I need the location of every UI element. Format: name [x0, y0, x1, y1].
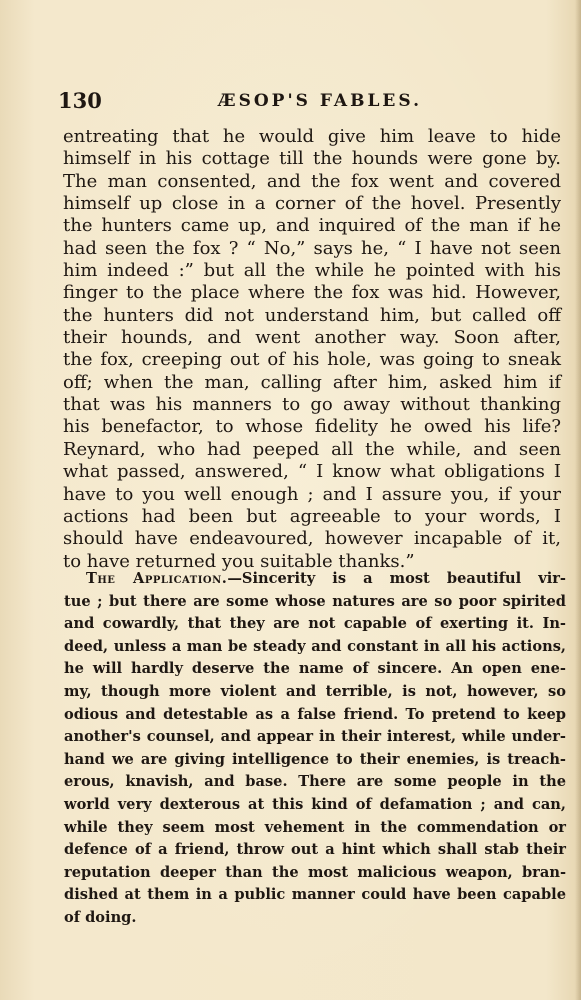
text-line: off; when the man, calling after him, asked him if — [63, 371, 561, 393]
text-line: his benefactor, to whose fidelity he owed his life? — [63, 416, 561, 438]
running-head: ÆSOP'S FABLES. — [218, 91, 422, 111]
application-line: while they seem most vehement in the commendation or — [64, 818, 566, 836]
text-line: should have endeavoured, however incapable of it, — [63, 528, 561, 550]
text-line: the hunters came up, and inquired of the man if he — [63, 215, 561, 237]
application-line: dished at them in a public manner could have been capable — [64, 886, 566, 904]
application-line: defence of a friend, throw out a hint which shall stab their — [64, 841, 566, 859]
fable-text — [63, 126, 561, 573]
page-header — [58, 88, 568, 118]
application-line: tue ; but there are some whose natures are so poor spirited — [64, 592, 566, 610]
text-line: that was his manners to go away without thanking — [63, 394, 561, 416]
text-line: have to you well enough ; and I assure you, if your — [63, 483, 561, 505]
application-line: deed, unless a man be steady and constant in all his actions, — [64, 637, 566, 655]
text-line: The man consented, and the fox went and covered — [63, 170, 561, 192]
text-line: Reynard, who had peeped all the while, and seen — [63, 438, 561, 460]
text-line: finger to the place where the fox was hid. However, — [63, 282, 561, 304]
application-first-line-text: —Sincerity is a most beautiful vir- — [227, 570, 566, 587]
application-line: reputation deeper than the most malicious weapon, bran- — [64, 863, 566, 881]
text-line: actions had been but agreeable to your words, I — [63, 505, 561, 527]
text-line: entreating that he would give him leave to hide — [63, 126, 561, 147]
text-line: the fox, creeping out of his hole, was going to sneak — [63, 349, 561, 371]
application-line: odious and detestable as a false friend. To pretend to keep — [64, 705, 566, 723]
application-line: and cowardly, that they are not capable of exerting it. In- — [64, 615, 566, 633]
application-line: erous, knavish, and base. There are some people in the — [64, 773, 566, 791]
page-number: 130 — [58, 88, 102, 113]
text-line: to have returned you suitable thanks.” — [63, 550, 415, 572]
application-line: another's counsel, and appear in their interest, while under- — [64, 728, 566, 746]
text-line: their hounds, and went another way. Soon after, — [63, 327, 561, 349]
application-first-line — [64, 568, 566, 591]
application-heading: The Application. — [86, 570, 228, 587]
text-line: himself in his cottage till the hounds were gone by. — [63, 148, 561, 170]
application-line: my, though more violent and terrible, is not, however, so — [64, 682, 566, 700]
text-line: the hunters did not understand him, but called off — [63, 304, 561, 326]
application-line: hand we are giving intelligence to their enemies, is treach- — [64, 750, 566, 768]
application-line: he will hardly deserve the name of sincere. An open ene- — [64, 660, 566, 678]
text-line: him indeed :” but all the while he pointed with his — [63, 260, 561, 282]
text-line: had seen the fox ? “ No,” says he, “ I have not seen — [63, 237, 561, 259]
text-line: himself up close in a corner of the hovel. Presently — [63, 193, 561, 215]
text-line: what passed, answered, “ I know what obligations I — [63, 461, 561, 483]
application-section — [64, 568, 566, 930]
application-line: of doing. — [64, 908, 137, 926]
application-line: world very dexterous at this kind of defamation ; and can, — [64, 795, 566, 813]
page-edge-shadow — [575, 0, 581, 1000]
